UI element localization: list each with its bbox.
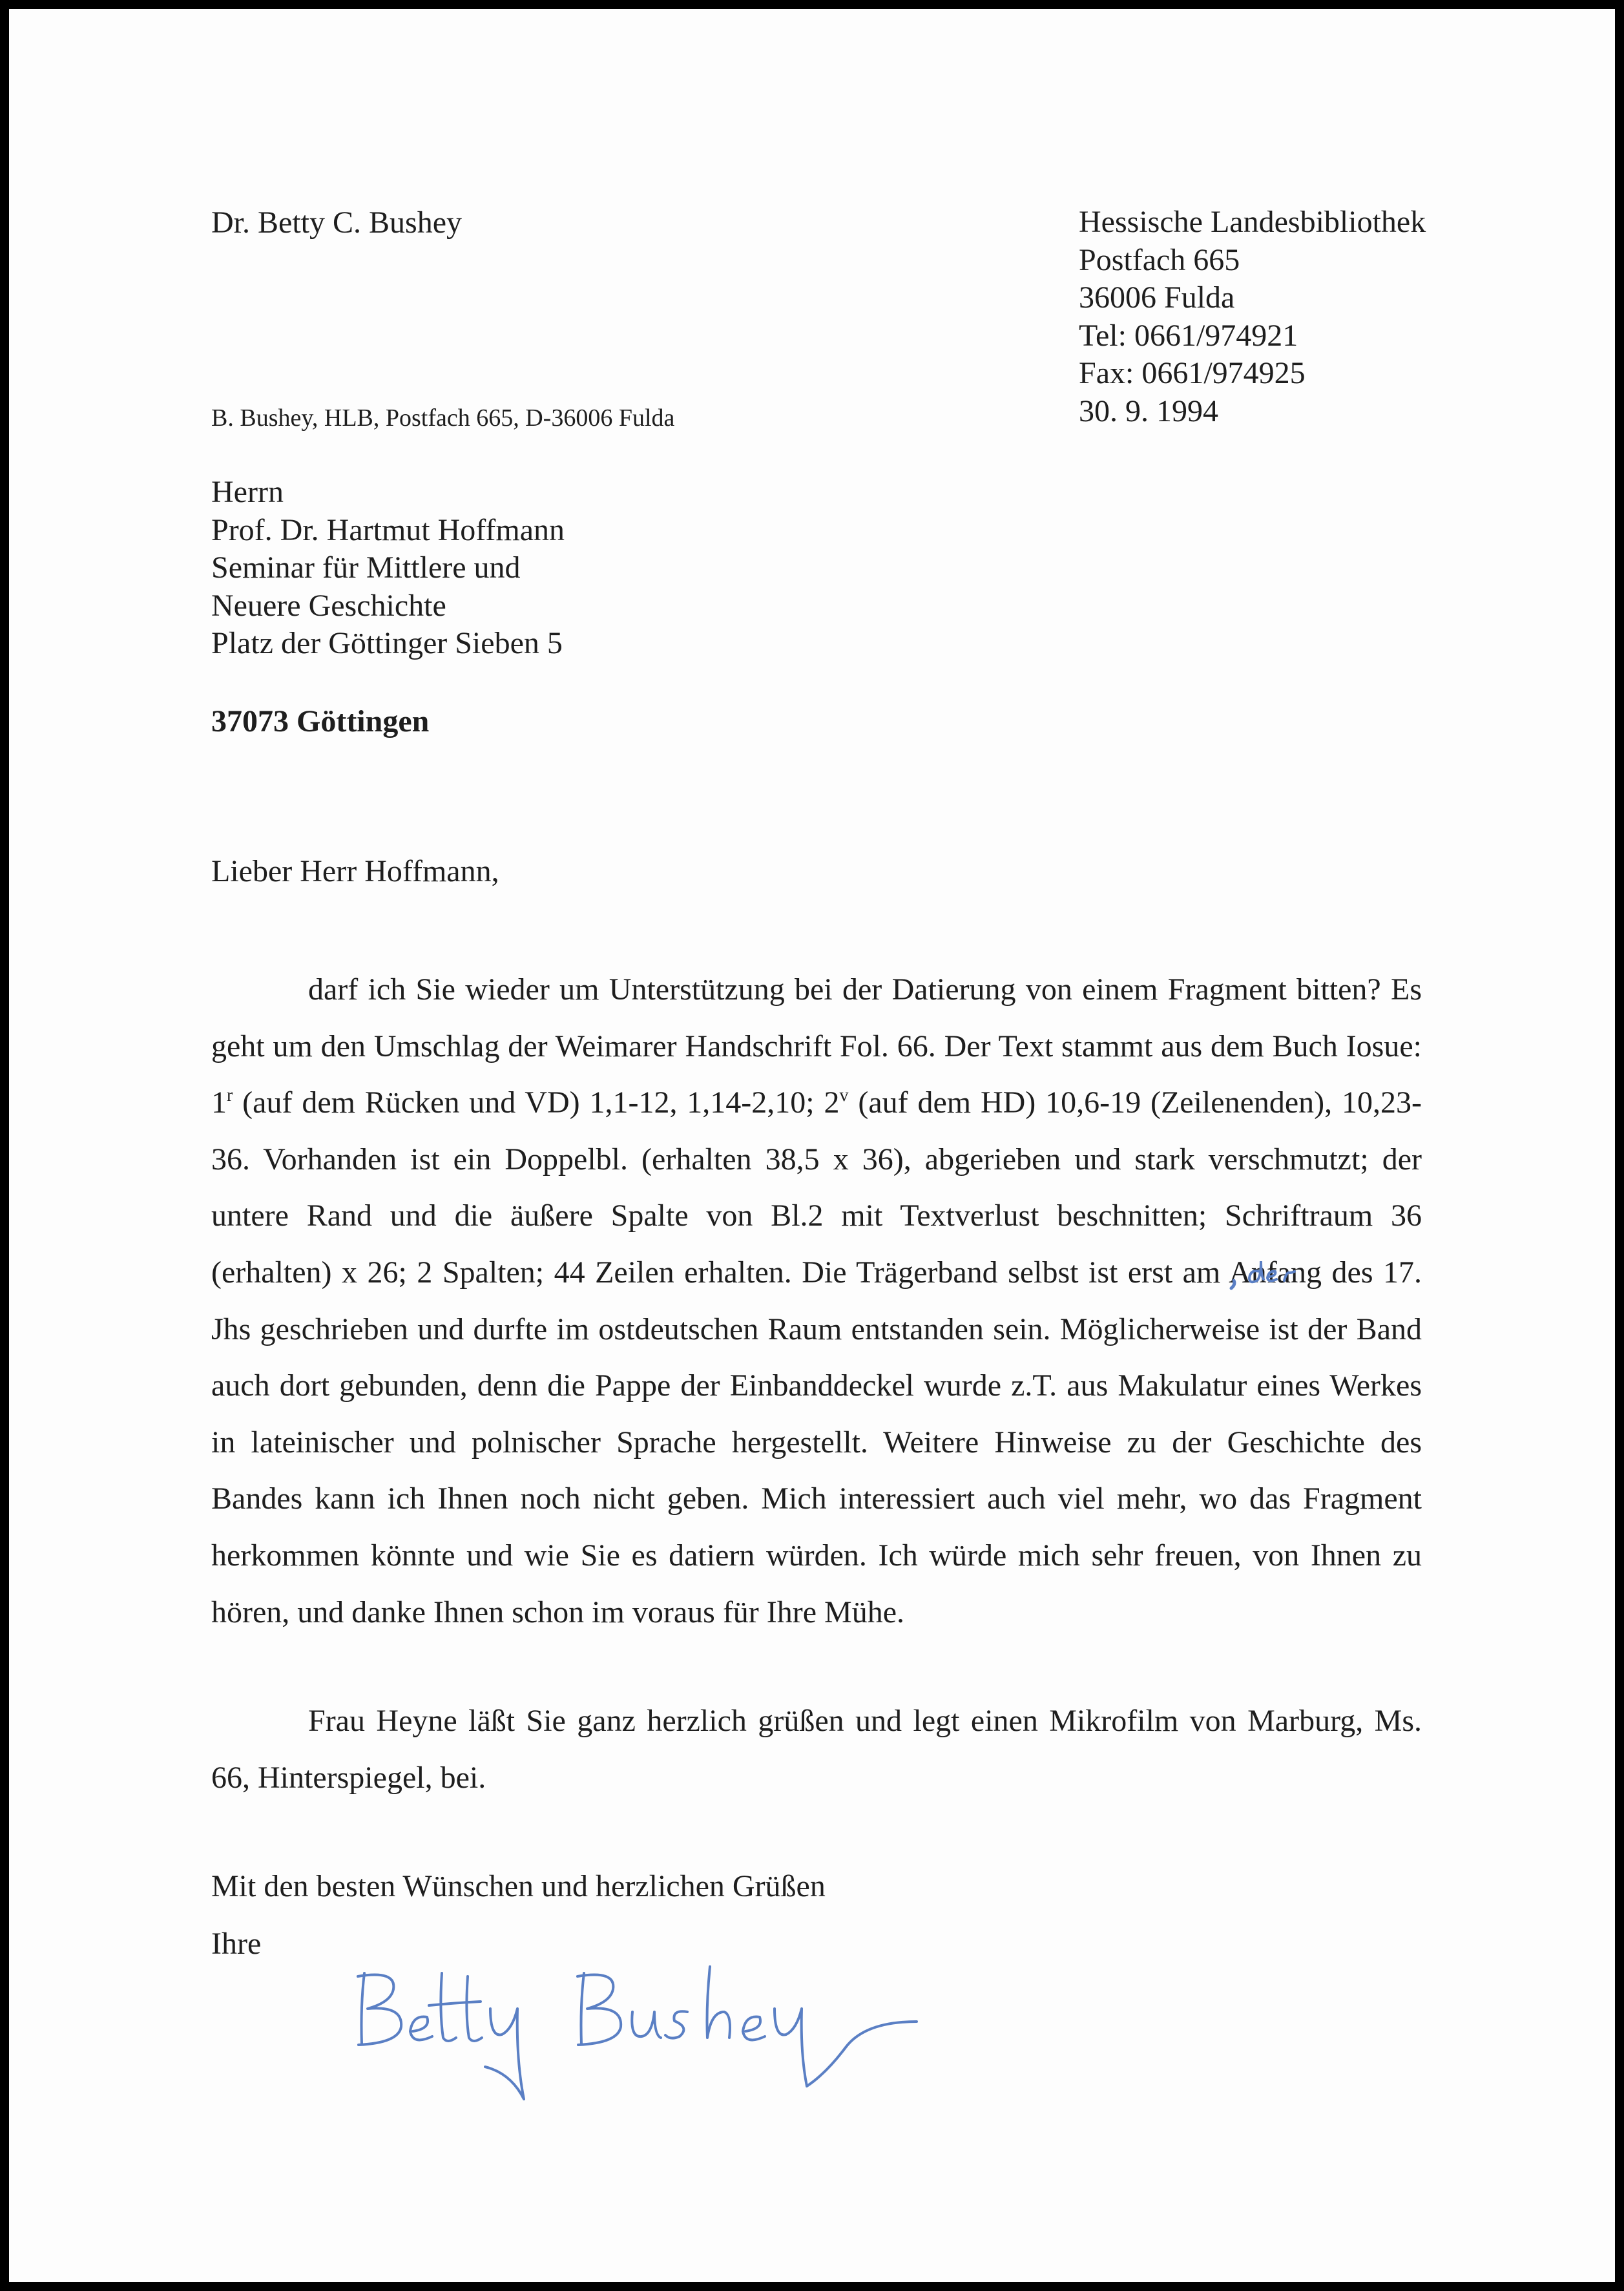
library-phone: Tel: 0661/974921 xyxy=(1079,318,1298,353)
recipient-line: Platz der Göttinger Sieben 5 xyxy=(211,626,563,660)
recipient-city: 37073 Göttingen xyxy=(211,704,430,738)
recto-superscript: r xyxy=(227,1085,233,1106)
body-paragraph-2 xyxy=(211,1693,1422,1806)
recipient-address xyxy=(211,474,565,663)
paragraph-text: (auf dem Rücken und VD) 1,1-12, 1,14-2,10; 2 xyxy=(233,1085,840,1120)
closing-word: Ihre xyxy=(211,1927,262,1961)
recipient-line: Seminar für Mittlere und xyxy=(211,550,521,585)
library-fax: Fax: 0661/974925 xyxy=(1079,356,1306,390)
library-postbox: Postfach 665 xyxy=(1079,242,1240,277)
sender-name: Dr. Betty C. Bushey xyxy=(211,205,463,240)
verso-superscript: v xyxy=(839,1085,849,1106)
recipient-line: Prof. Dr. Hartmut Hoffmann xyxy=(211,512,565,547)
paragraph-text: darf ich Sie wieder um Unterstützung bei der Datierung von einem Fragment bitten? Es geht um den Umschlag der Weimarer Handschrift Fol. 66. Der Text stammt aus dem Buch Iosue: 1 xyxy=(211,972,1422,1120)
handwritten-signature xyxy=(345,1947,926,2102)
return-address-line: B. Bushey, HLB, Postfach 665, D-36006 Fulda xyxy=(211,404,675,432)
handwritten-correction xyxy=(1229,1260,1313,1292)
paragraph-text: Frau Heyne läßt Sie ganz herzlich grüßen und legt einen Mikrofilm von Marburg, Ms. 66, Hinterspiegel, bei. xyxy=(211,1704,1422,1795)
recipient-line: Herrn xyxy=(211,475,284,509)
closing-line: Mit den besten Wünschen und herzlichen Grüßen xyxy=(211,1869,826,1903)
letter-page xyxy=(9,9,1615,2282)
library-name: Hessische Landesbibliothek xyxy=(1079,205,1426,239)
letter-date: 30. 9. 1994 xyxy=(1079,393,1218,428)
body-paragraph-1 xyxy=(211,961,1422,1640)
paragraph-text: (auf dem HD) 10,6-19 (Zeilenenden), 10,23-36. Vorhanden ist ein Doppelbl. (erhalten 38,5 x 36), abgerieben und stark verschmutzt; der untere Rand und die äußere Spalte von Bl.2 mit Textverlust beschnitten; Schriftraum 36 (erhalten) x 26; 2 Spalten; 44 Zeilen erhalten. Die Trägerband selbst ist erst am Anfang des 17. Jhs geschrieben und durfte im ostdeutschen Raum entstanden sein. Möglicherweise ist der Band auch dort gebunden, denn die Pappe der Einbanddeckel wurde z.T. aus Makulatur eines Werkes in lateinischer und polnischer Sprache hergestellt. Weitere Hinweise zu der Geschichte des Bandes kann ich Ihnen noch nicht geben. Mich interessiert auch viel mehr, wo das Fragment herkommen könnte und wie Sie es datiern würden. Ich würde mich sehr freuen, von Ihnen zu hören, und danke Ihnen schon im voraus für Ihre Mühe. xyxy=(211,1085,1422,1629)
library-city: 36006 Fulda xyxy=(1079,280,1235,315)
recipient-line: Neuere Geschichte xyxy=(211,588,446,623)
library-address-block xyxy=(1079,204,1426,430)
salutation: Lieber Herr Hoffmann, xyxy=(211,854,499,888)
